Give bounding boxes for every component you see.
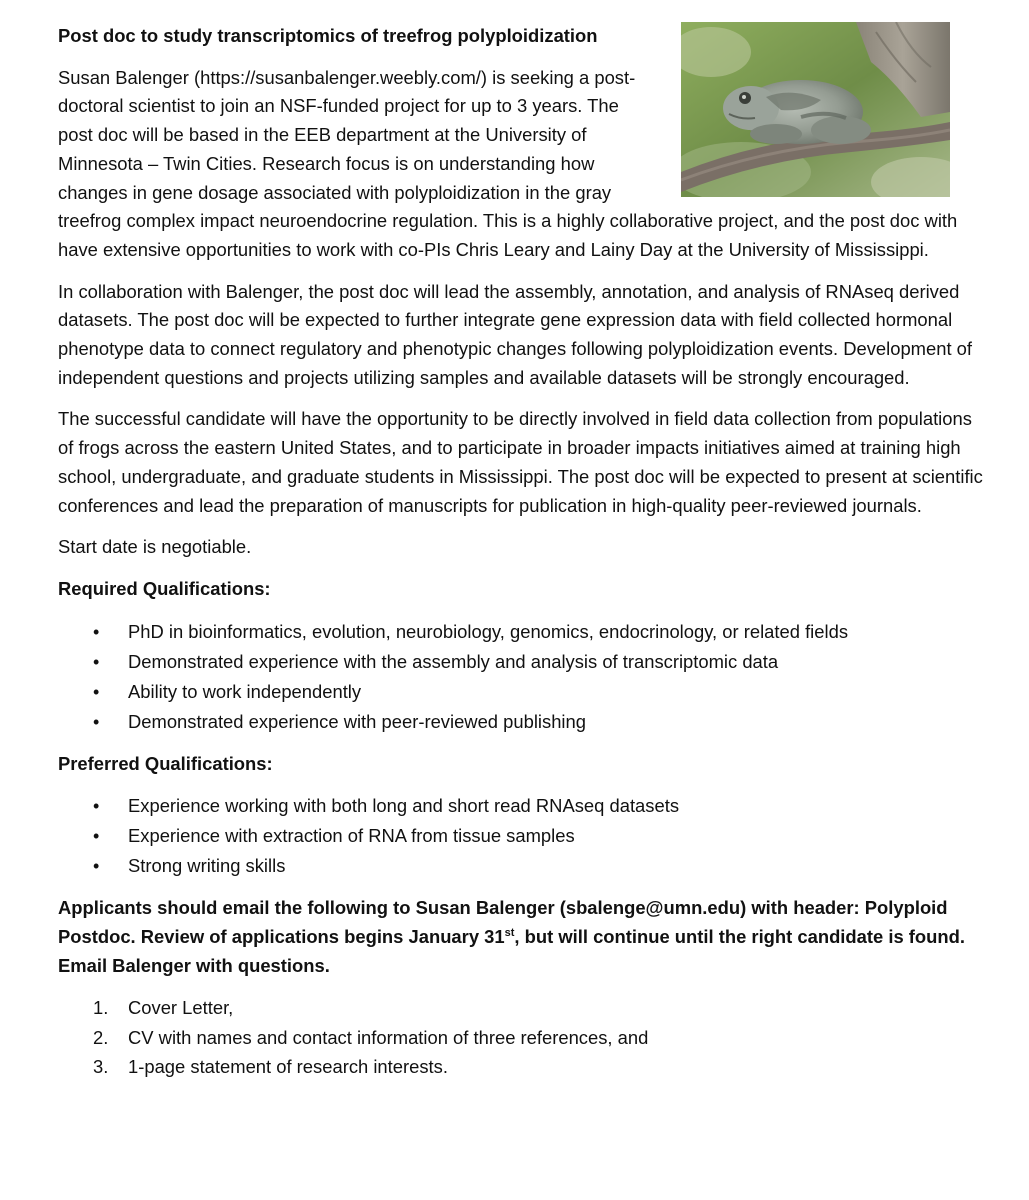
posting-title: Post doc to study transcriptomics of treefrog polyploidization: [58, 25, 598, 46]
list-item-text: Cover Letter,: [128, 997, 234, 1019]
bullet-icon: •: [93, 856, 100, 877]
ordinal-suffix: st: [504, 926, 515, 939]
list-item-text: 1-page statement of research interests.: [128, 1056, 448, 1078]
list-item-text: Demonstrated experience with peer-reviewed publishing: [128, 710, 586, 732]
list-item: [58, 617, 988, 647]
list-item: [58, 647, 988, 677]
bullet-icon: •: [93, 681, 100, 702]
list-item-text: PhD in bioinformatics, evolution, neurobiology, genomics, endocrinology, or related fields: [128, 620, 849, 642]
responsibilities-paragraph: In collaboration with Balenger, the post doc will lead the assembly, annotation, and analysis of RNAseq derived datasets. The post doc will be expected to further integrate gene expression data with field collected hormonal phenotype data to connect regulatory and phenotypic changes following polyploidization events. Development of independent questions and projects utilizing samples and available datasets will be strongly encouraged.: [58, 280, 973, 388]
application-text-part1: Applicants should email the following to Susan Balenger (sbalenge@umn.edu) with header: Polyploid Postdoc. Review of applications begins January 31: [58, 897, 948, 948]
list-item: [58, 677, 988, 707]
required-qualifications-heading: Required Qualifications:: [58, 577, 271, 599]
list-item: [58, 1052, 988, 1082]
list-item-text: Demonstrated experience with the assembly and analysis of transcriptomic data: [128, 650, 779, 672]
bullet-icon: •: [93, 621, 100, 642]
bullet-icon: •: [93, 826, 100, 847]
start-date-text: Start date is negotiable.: [58, 536, 252, 558]
list-item: [58, 1023, 988, 1053]
preferred-qualifications-list: [58, 791, 988, 881]
application-text-part2: , but will continue until the right candidate is found. Email Balenger with questions.: [58, 926, 965, 976]
list-item: [58, 821, 988, 851]
intro-paragraph: Susan Balenger (https://susanbalenger.weebly.com/) is seeking a post-doctoral scientist to join an NSF-funded project for up to 3 years. The post doc will be based in the EEB department at the University of Minnesota – Twin Cities. Research focus is on understanding how changes in gene dosage associated with polyploidization in the gray treefrog complex impact neuroendocrine regulation. This is a highly collaborative project, and the post doc with have extensive opportunities to work with co-PIs Chris Leary and Lainy Day at the University of Mississippi.: [58, 66, 958, 260]
bullet-icon: •: [93, 651, 100, 672]
list-number: 2.: [93, 1026, 109, 1048]
list-number: 1.: [93, 997, 109, 1019]
preferred-qualifications-heading: Preferred Qualifications:: [58, 752, 273, 774]
list-number: 3.: [93, 1056, 109, 1078]
job-posting-document: [58, 22, 988, 1082]
application-documents-list: [58, 993, 988, 1082]
bullet-icon: •: [93, 796, 100, 817]
required-qualifications-list: [58, 617, 988, 737]
list-item-text: Experience working with both long and short read RNAseq datasets: [128, 795, 680, 817]
list-item-text: Strong writing skills: [128, 855, 286, 877]
list-item-text: CV with names and contact information of three references, and: [128, 1026, 649, 1048]
application-instructions: [58, 894, 988, 980]
list-item: [58, 851, 988, 881]
bullet-icon: •: [93, 711, 100, 732]
treefrog-image: [681, 22, 950, 197]
list-item: [58, 791, 988, 821]
list-item-text: Ability to work independently: [128, 680, 362, 702]
list-item: [58, 993, 988, 1023]
list-item: [58, 707, 988, 737]
list-item-text: Experience with extraction of RNA from tissue samples: [128, 825, 575, 847]
opportunities-paragraph: The successful candidate will have the opportunity to be directly involved in field data collection from populations of frogs across the eastern United States, and to participate in broader impacts initiatives aimed at training high school, undergraduate, and graduate students in Mississippi. The post doc will be expected to present at scientific conferences and lead the preparation of manuscripts for publication in high-quality peer-reviewed journals.: [58, 408, 983, 516]
treefrog-photo: [681, 22, 950, 197]
